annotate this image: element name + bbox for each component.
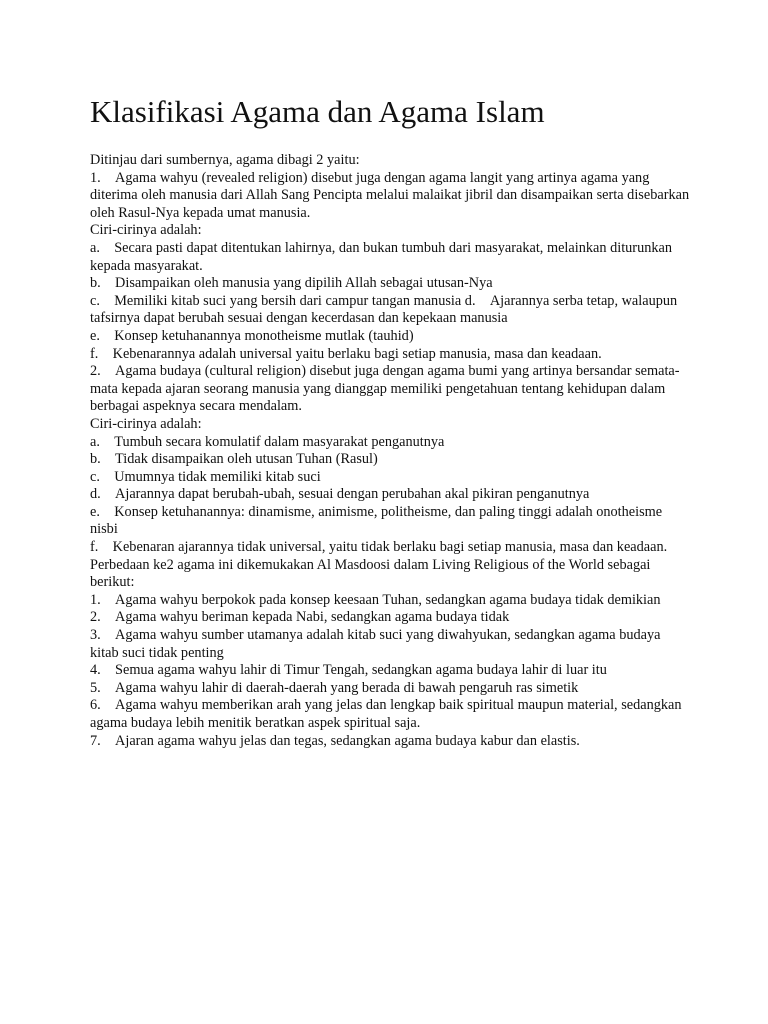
subheading-characteristics: Ciri-cirinya adalah: xyxy=(90,415,202,432)
list-item: 7. Ajaran agama wahyu jelas dan tegas, sedangkan agama budaya kabur dan elastis. xyxy=(90,732,580,749)
list-item: e. Konsep ketuhanannya monotheisme mutlak (tauhid) xyxy=(90,327,414,344)
list-item-revealed-religion: 1. Agama wahyu (revealed religion) disebut juga dengan agama langit yang artinya agama yang diterima oleh manusia dari Allah Sang Pencipta melalui malaikat jibril dan disampaikan serta disebarkan oleh Rasul-Nya kepada umat manusia. xyxy=(90,169,690,221)
list-item: d. Ajarannya dapat berubah-ubah, sesuai dengan perubahan akal pikiran penganutnya xyxy=(90,486,590,503)
list-item: 5. Agama wahyu lahir di daerah-daerah yang berada di bawah pengaruh ras simetik xyxy=(90,679,579,696)
list-item: a. Secara pasti dapat ditentukan lahirnya, dan bukan tumbuh dari masyarakat, melainkan diturunkan kepada masyarakat. xyxy=(90,239,673,274)
list-item: f. Kebenarannya adalah universal yaitu berlaku bagi setiap manusia, masa dan keadaan. xyxy=(90,345,602,362)
list-item: 1. Agama wahyu berpokok pada konsep keesaan Tuhan, sedangkan agama budaya tidak demikian xyxy=(90,591,661,608)
document-page xyxy=(90,92,690,750)
list-item: 6. Agama wahyu memberikan arah yang jelas dan lengkap baik spiritual maupun material, sedangkan agama budaya lebih menitik beratkan aspek spiritual saja. xyxy=(90,697,682,731)
document-title: Klasifikasi Agama dan Agama Islam xyxy=(90,94,545,129)
subheading-characteristics: Ciri-cirinya adalah: xyxy=(90,222,202,239)
list-item: 4. Semua agama wahyu lahir di Timur Tengah, sedangkan agama budaya lahir di luar itu xyxy=(90,662,607,679)
list-item-cultural-religion: 2. Agama budaya (cultural religion) disebut juga dengan agama bumi yang artinya bersandar semata-mata kepada ajaran seorang manusia yang dianggap memiliki pengetahuan tentang kehidupan dalam berbagai aspeknya secara mendalam. xyxy=(90,363,680,415)
list-item: c. Umumnya tidak memiliki kitab suci xyxy=(90,468,321,485)
paragraph-intro: Ditinjau dari sumbernya, agama dibagi 2 yaitu: xyxy=(90,152,360,168)
list-item: c. Memiliki kitab suci yang bersih dari campur tangan manusia d. Ajarannya serba tetap, walaupun tafsirnya dapat berubah sesuai dengan kecerdasan dan kepekaan manusia xyxy=(90,292,678,327)
list-item: a. Tumbuh secara komulatif dalam masyarakat penganutnya xyxy=(90,433,445,450)
list-item: f. Kebenaran ajarannya tidak universal, yaitu tidak berlaku bagi setiap manusia, masa dan keadaan. xyxy=(90,539,668,556)
list-item: 3. Agama wahyu sumber utamanya adalah kitab suci yang diwahyukan, sedangkan agama budaya kitab suci tidak penting xyxy=(90,627,661,661)
document-body xyxy=(90,152,690,750)
list-item: b. Disampaikan oleh manusia yang dipilih Allah sebagai utusan-Nya xyxy=(90,275,493,292)
paragraph-differences: Perbedaan ke2 agama ini dikemukakan Al Masdoosi dalam Living Religious of the World sebagai berikut: xyxy=(90,556,651,591)
list-item: e. Konsep ketuhanannya: dinamisme, animisme, politheisme, dan paling tinggi adalah onotheisme nisbi xyxy=(90,503,663,538)
list-item: 2. Agama wahyu beriman kepada Nabi, sedangkan agama budaya tidak xyxy=(90,609,510,626)
list-item: b. Tidak disampaikan oleh utusan Tuhan (Rasul) xyxy=(90,451,378,468)
